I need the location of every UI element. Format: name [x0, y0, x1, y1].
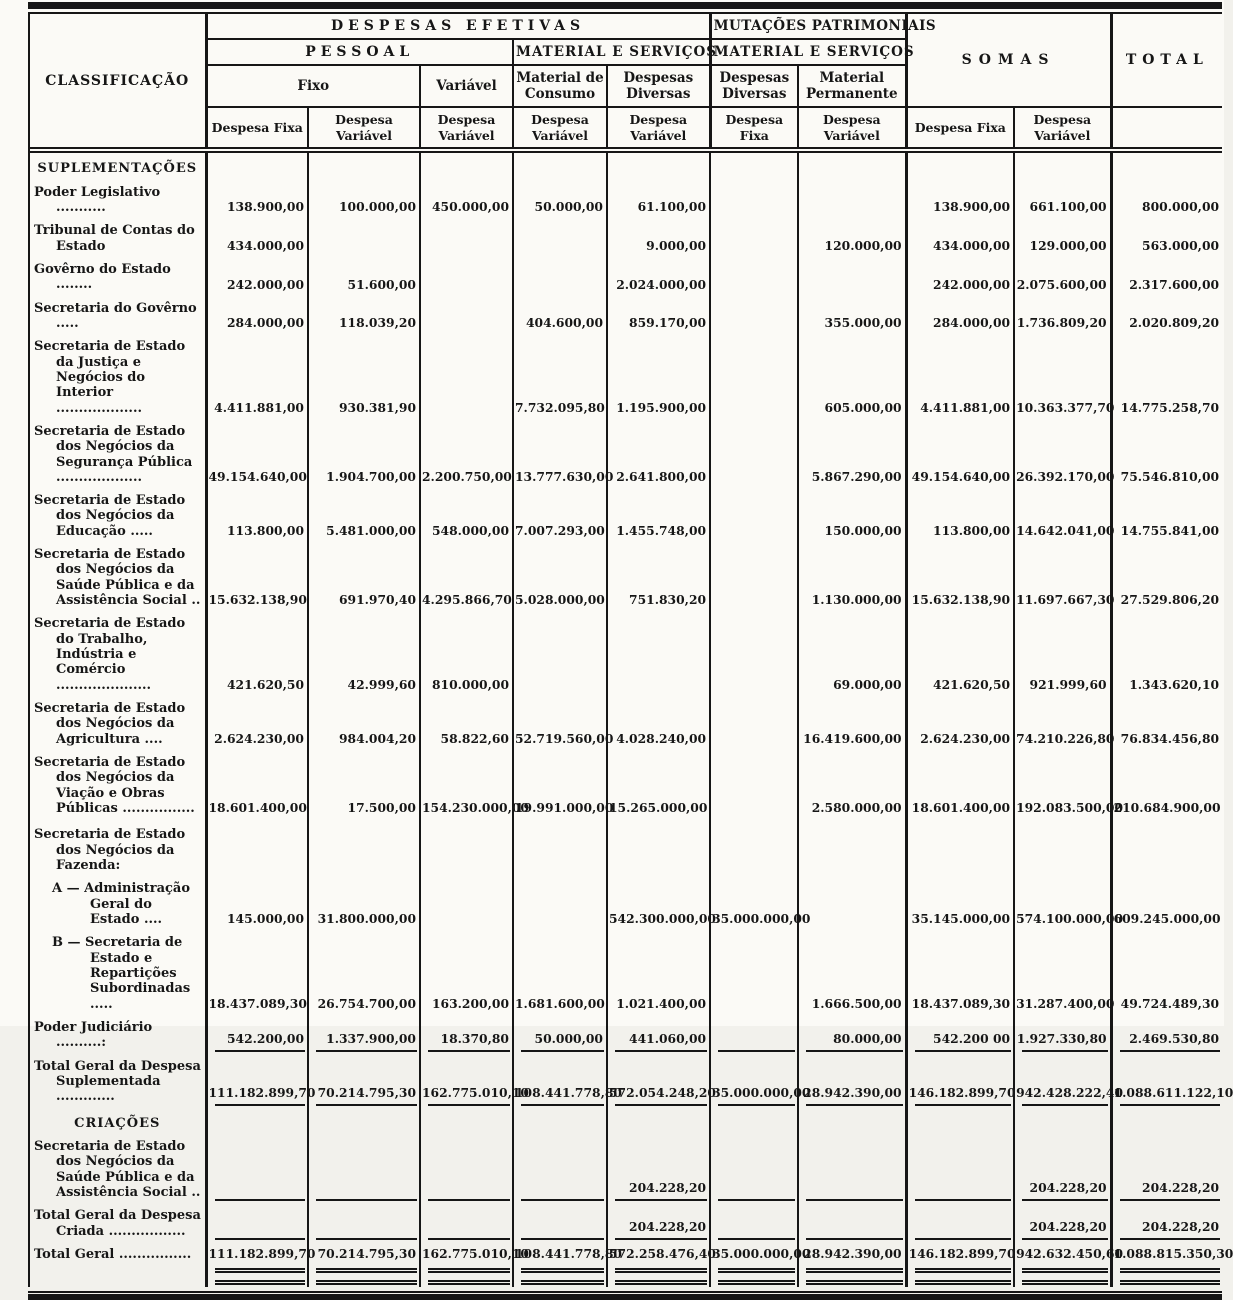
value-cell: 242.000,00 — [206, 257, 308, 296]
table-row — [30, 1108, 1222, 1134]
value-cell — [798, 180, 906, 219]
value-cell: 1.021.400,00 — [607, 930, 710, 1015]
value-cell — [798, 150, 906, 179]
value-cell: 31.287.400,00 — [1014, 930, 1111, 1015]
value-cell — [420, 876, 513, 930]
subheader-somas-despesa-fixa: Despesa Fixa — [906, 107, 1014, 150]
value-cell: 1.130.000,00 — [798, 542, 906, 611]
row-label: SUPLEMENTAÇÕES — [30, 150, 206, 179]
value-cell: 542.300.000,00 — [607, 876, 710, 930]
value-cell — [798, 876, 906, 930]
value-cell: 13.777.630,00 — [513, 419, 607, 488]
value-cell: 4.028.240,00 — [607, 696, 710, 750]
value-cell: 61.100,00 — [607, 180, 710, 219]
value-cell: 51.600,00 — [308, 257, 420, 296]
value-cell: 210.684.900,00 — [1111, 750, 1222, 819]
fixo-header: Fixo — [206, 65, 420, 107]
value-cell: 49.154.640,00 — [206, 419, 308, 488]
value-cell: 661.100,00 — [1014, 180, 1111, 219]
row-label: Poder Judiciário ..........: — [30, 1015, 206, 1054]
value-cell — [710, 1203, 798, 1242]
value-cell — [798, 257, 906, 296]
value-cell: 2.317.600,00 — [1111, 257, 1222, 296]
value-cell — [308, 218, 420, 257]
value-cell: 930.381,90 — [308, 334, 420, 419]
value-cell: 284.000,00 — [906, 296, 1014, 335]
value-cell: 18.437.089,30 — [906, 930, 1014, 1015]
value-cell: 76.834.456,80 — [1111, 696, 1222, 750]
value-cell: 5.867.290,00 — [798, 419, 906, 488]
subheader-despesa-variavel: Despesa Variável — [607, 107, 710, 150]
value-cell: 7.732.095,80 — [513, 334, 607, 419]
value-cell — [1111, 819, 1222, 876]
value-cell: 942.632.450,60 — [1014, 1242, 1111, 1287]
value-cell: 1.904.700,00 — [308, 419, 420, 488]
value-cell: 404.600,00 — [513, 296, 607, 335]
value-cell — [513, 611, 607, 696]
value-cell: 355.000,00 — [798, 296, 906, 335]
value-cell: 100.000,00 — [308, 180, 420, 219]
value-cell: 605.000,00 — [798, 334, 906, 419]
table-row — [30, 1015, 1222, 1054]
value-cell — [420, 1134, 513, 1203]
value-cell — [1111, 1108, 1222, 1134]
value-cell — [710, 180, 798, 219]
value-cell: 810.000,00 — [420, 611, 513, 696]
value-cell: 204.228,20 — [607, 1203, 710, 1242]
value-cell — [513, 876, 607, 930]
value-cell: 574.100.000,00 — [1014, 876, 1111, 930]
value-cell: 163.200,00 — [420, 930, 513, 1015]
subheader-despesa-variavel: Despesa Variável — [308, 107, 420, 150]
table-row — [30, 488, 1222, 542]
value-cell: 113.800,00 — [206, 488, 308, 542]
value-cell — [710, 930, 798, 1015]
value-cell: 154.230.000,00 — [420, 750, 513, 819]
value-cell: 27.529.806,20 — [1111, 542, 1222, 611]
table-row — [30, 419, 1222, 488]
value-cell — [308, 1134, 420, 1203]
value-cell — [710, 334, 798, 419]
value-cell: 2.020.809,20 — [1111, 296, 1222, 335]
value-cell: 18.601.400,00 — [206, 750, 308, 819]
value-cell: 204.228,20 — [1014, 1203, 1111, 1242]
value-cell: 691.970,40 — [308, 542, 420, 611]
row-label: Secretaria de Estado dos Negócios da Educação ..... — [30, 488, 206, 542]
table-header — [30, 14, 1222, 150]
value-cell — [710, 257, 798, 296]
value-cell: 7.007.293,00 — [513, 488, 607, 542]
row-label: Secretaria de Estado dos Negócios da Viação e Obras Públicas ................ — [30, 750, 206, 819]
value-cell: 284.000,00 — [206, 296, 308, 335]
value-cell: 17.500,00 — [308, 750, 420, 819]
value-cell: 800.000,00 — [1111, 180, 1222, 219]
value-cell: 5.481.000,00 — [308, 488, 420, 542]
value-cell: 120.000,00 — [798, 218, 906, 257]
value-cell: 1.088.611.122,10 — [1111, 1054, 1222, 1108]
value-cell: 15.632.138,90 — [206, 542, 308, 611]
value-cell: 434.000,00 — [906, 218, 1014, 257]
value-cell: 74.210.226,80 — [1014, 696, 1111, 750]
value-cell: 2.024.000,00 — [607, 257, 710, 296]
material-servicos-header: MATERIAL E SERVIÇOS — [513, 39, 710, 65]
value-cell — [798, 819, 906, 876]
value-cell — [710, 542, 798, 611]
value-cell: 1.195.900,00 — [607, 334, 710, 419]
value-cell — [710, 150, 798, 179]
value-cell — [906, 1134, 1014, 1203]
value-cell: 859.170,00 — [607, 296, 710, 335]
value-cell: 4.411.881,00 — [906, 334, 1014, 419]
value-cell: 542.200 00 — [906, 1015, 1014, 1054]
value-cell — [710, 488, 798, 542]
somas-header: SOMAS — [906, 14, 1111, 107]
value-cell — [513, 257, 607, 296]
value-cell — [710, 750, 798, 819]
value-cell: 2.641.800,00 — [607, 419, 710, 488]
value-cell — [1014, 819, 1111, 876]
value-cell — [906, 1108, 1014, 1134]
row-label: Tribunal de Contas do Estado — [30, 218, 206, 257]
value-cell: 1.681.600,00 — [513, 930, 607, 1015]
value-cell: 35.000.000,00 — [710, 876, 798, 930]
value-cell — [710, 819, 798, 876]
row-label: CRIAÇÕES — [30, 1108, 206, 1134]
value-cell — [798, 1203, 906, 1242]
row-label: Secretaria de Estado dos Negócios da Saúde Pública e da Assistência Social .. — [30, 1134, 206, 1203]
value-cell — [513, 218, 607, 257]
row-label: Total Geral da Despesa Criada ................. — [30, 1203, 206, 1242]
value-cell: 16.419.600,00 — [798, 696, 906, 750]
value-cell — [710, 218, 798, 257]
value-cell: 2.469.530,80 — [1111, 1015, 1222, 1054]
value-cell — [607, 150, 710, 179]
value-cell — [607, 1108, 710, 1134]
value-cell: 14.755.841,00 — [1111, 488, 1222, 542]
value-cell: 1.337.900,00 — [308, 1015, 420, 1054]
value-cell — [420, 334, 513, 419]
subheader-somas-despesa-variavel: Despesa Variável — [1014, 107, 1111, 150]
value-cell: 162.775.010,10 — [420, 1054, 513, 1108]
table-row — [30, 1134, 1222, 1203]
value-cell: 609.245.000,00 — [1111, 876, 1222, 930]
value-cell: 542.200,00 — [206, 1015, 308, 1054]
value-cell: 5.028.000,00 — [513, 542, 607, 611]
value-cell: 35.000.000,00 — [710, 1242, 798, 1287]
value-cell — [206, 150, 308, 179]
value-cell: 2.200.750,00 — [420, 419, 513, 488]
value-cell — [420, 1203, 513, 1242]
value-cell: 548.000,00 — [420, 488, 513, 542]
value-cell: 42.999,60 — [308, 611, 420, 696]
value-cell — [420, 819, 513, 876]
pessoal-header: PESSOAL — [206, 39, 513, 65]
table-row — [30, 696, 1222, 750]
value-cell: 108.441.778,80 — [513, 1242, 607, 1287]
value-cell — [206, 1108, 308, 1134]
value-cell: 75.546.810,00 — [1111, 419, 1222, 488]
value-cell: 1.736.809,20 — [1014, 296, 1111, 335]
subheader-total-blank — [1111, 107, 1222, 150]
value-cell — [607, 611, 710, 696]
value-cell — [420, 296, 513, 335]
table-row — [30, 930, 1222, 1015]
value-cell: 35.000.000,00 — [710, 1054, 798, 1108]
value-cell — [1014, 150, 1111, 179]
value-cell: 4.295.866,70 — [420, 542, 513, 611]
value-cell — [607, 819, 710, 876]
value-cell: 1.088.815.350,30 — [1111, 1242, 1222, 1287]
value-cell: 984.004,20 — [308, 696, 420, 750]
value-cell — [513, 1108, 607, 1134]
value-cell: 146.182.899,70 — [906, 1054, 1014, 1108]
row-label: Secretaria de Estado dos Negócios da Segurança Pública ................... — [30, 419, 206, 488]
value-cell: 138.900,00 — [906, 180, 1014, 219]
value-cell: 80.000,00 — [798, 1015, 906, 1054]
value-cell — [1014, 1108, 1111, 1134]
value-cell: 19.991.000,00 — [513, 750, 607, 819]
table-row — [30, 296, 1222, 335]
row-label: Secretaria de Estado do Trabalho, Indústria e Comércio ..................... — [30, 611, 206, 696]
value-cell: 70.214.795,30 — [308, 1242, 420, 1287]
value-cell: 162.775.010,10 — [420, 1242, 513, 1287]
value-cell — [710, 611, 798, 696]
value-cell: 204.228,20 — [607, 1134, 710, 1203]
value-cell — [710, 1015, 798, 1054]
material-servicos-mutacoes-header: MATERIAL E SERVIÇOS — [710, 39, 906, 65]
value-cell: 18.601.400,00 — [906, 750, 1014, 819]
row-label: Secretaria de Estado da Justiça e Negócios do Interior ................... — [30, 334, 206, 419]
value-cell — [710, 1108, 798, 1134]
value-cell: 50.000,00 — [513, 1015, 607, 1054]
value-cell: 146.182.899,70 — [906, 1242, 1014, 1287]
value-cell: 2.580.000,00 — [798, 750, 906, 819]
value-cell — [710, 696, 798, 750]
value-cell: 31.800.000,00 — [308, 876, 420, 930]
value-cell: 942.428.222,40 — [1014, 1054, 1111, 1108]
subheader-despesa-variavel: Despesa Variável — [513, 107, 607, 150]
despesas-diversas-mutacoes-header: Despesas Diversas — [710, 65, 798, 107]
value-cell: 921.999,60 — [1014, 611, 1111, 696]
value-cell — [308, 1203, 420, 1242]
value-cell — [206, 1203, 308, 1242]
value-cell — [906, 819, 1014, 876]
row-label: Govêrno do Estado ........ — [30, 257, 206, 296]
row-label: Secretaria de Estado dos Negócios da Agricultura .... — [30, 696, 206, 750]
value-cell: 421.620,50 — [906, 611, 1014, 696]
row-label: Secretaria do Govêrno ..... — [30, 296, 206, 335]
row-label: Secretaria de Estado dos Negócios da Fazenda: — [30, 819, 206, 876]
despesas-diversas-header: Despesas Diversas — [607, 65, 710, 107]
table-row — [30, 218, 1222, 257]
subheader-despesa-variavel: Despesa Variável — [420, 107, 513, 150]
value-cell — [513, 150, 607, 179]
table-row — [30, 542, 1222, 611]
value-cell: 111.182.899,70 — [206, 1242, 308, 1287]
value-cell: 138.900,00 — [206, 180, 308, 219]
value-cell: 108.441.778,80 — [513, 1054, 607, 1108]
material-consumo-header: Material de Consumo — [513, 65, 607, 107]
table-frame — [28, 14, 1233, 1287]
value-cell: 1.666.500,00 — [798, 930, 906, 1015]
table-body — [30, 150, 1233, 1287]
value-cell: 129.000,00 — [1014, 218, 1111, 257]
table-row — [30, 257, 1222, 296]
value-cell: 192.083.500,00 — [1014, 750, 1111, 819]
value-cell: 242.000,00 — [906, 257, 1014, 296]
value-cell — [906, 1203, 1014, 1242]
value-cell — [710, 296, 798, 335]
material-permanente-header: Material Permanente — [798, 65, 906, 107]
value-cell — [798, 1108, 906, 1134]
value-cell: 572.054.248,20 — [607, 1054, 710, 1108]
value-cell: 450.000,00 — [420, 180, 513, 219]
value-cell: 113.800,00 — [906, 488, 1014, 542]
value-cell: 70.214.795,30 — [308, 1054, 420, 1108]
total-header: TOTAL — [1111, 14, 1222, 107]
row-label: B — Secretaria de Estado e Repartições Subordinadas ..... — [30, 930, 206, 1015]
value-cell: 204.228,20 — [1111, 1134, 1222, 1203]
table-row — [30, 1054, 1222, 1108]
value-cell — [906, 150, 1014, 179]
top-frame-rule — [28, 2, 1222, 14]
value-cell — [513, 1134, 607, 1203]
value-cell: 28.942.390,00 — [798, 1054, 906, 1108]
value-cell: 572.258.476,40 — [607, 1242, 710, 1287]
value-cell: 204.228,20 — [1111, 1203, 1222, 1242]
value-cell — [1111, 150, 1222, 179]
subheader-despesa-fixa: Despesa Fixa — [710, 107, 798, 150]
value-cell: 49.724.489,30 — [1111, 930, 1222, 1015]
value-cell — [798, 1134, 906, 1203]
value-cell: 35.145.000,00 — [906, 876, 1014, 930]
value-cell: 15.265.000,00 — [607, 750, 710, 819]
value-cell: 58.822,60 — [420, 696, 513, 750]
value-cell: 10.363.377,70 — [1014, 334, 1111, 419]
row-label: A — Administração Geral do Estado .... — [30, 876, 206, 930]
value-cell — [420, 218, 513, 257]
value-cell: 1.343.620,10 — [1111, 611, 1222, 696]
value-cell — [308, 150, 420, 179]
value-cell: 50.000,00 — [513, 180, 607, 219]
value-cell — [420, 1108, 513, 1134]
value-cell: 434.000,00 — [206, 218, 308, 257]
value-cell: 14.642.041,00 — [1014, 488, 1111, 542]
table-row — [30, 1203, 1222, 1242]
variavel-header: Variável — [420, 65, 513, 107]
value-cell — [710, 419, 798, 488]
value-cell: 14.775.258,70 — [1111, 334, 1222, 419]
value-cell: 9.000,00 — [607, 218, 710, 257]
value-cell: 69.000,00 — [798, 611, 906, 696]
value-cell: 1.455.748,00 — [607, 488, 710, 542]
mutacoes-patrimoniais-header: MUTAÇÕES PATRIMONIAIS — [710, 14, 906, 39]
value-cell: 26.754.700,00 — [308, 930, 420, 1015]
classification-header: CLASSIFICAÇÃO — [30, 14, 206, 150]
value-cell: 52.719.560,00 — [513, 696, 607, 750]
value-cell: 145.000,00 — [206, 876, 308, 930]
table-row — [30, 819, 1222, 876]
subheader-despesa-fixa: Despesa Fixa — [206, 107, 308, 150]
value-cell — [420, 150, 513, 179]
table-row — [30, 611, 1222, 696]
value-cell: 15.632.138,90 — [906, 542, 1014, 611]
table-row — [30, 180, 1222, 219]
value-cell: 2.624.230,00 — [206, 696, 308, 750]
budget-table — [30, 14, 1233, 1287]
value-cell: 11.697.667,30 — [1014, 542, 1111, 611]
row-label: Total Geral ................ — [30, 1242, 206, 1287]
value-cell — [206, 1134, 308, 1203]
value-cell: 49.154.640,00 — [906, 419, 1014, 488]
value-cell: 441.060,00 — [607, 1015, 710, 1054]
value-cell: 1.927.330,80 — [1014, 1015, 1111, 1054]
value-cell: 118.039,20 — [308, 296, 420, 335]
value-cell: 421.620,50 — [206, 611, 308, 696]
value-cell: 563.000,00 — [1111, 218, 1222, 257]
value-cell: 26.392.170,00 — [1014, 419, 1111, 488]
value-cell — [513, 819, 607, 876]
subheader-despesa-variavel: Despesa Variável — [798, 107, 906, 150]
value-cell — [206, 819, 308, 876]
table-row — [30, 150, 1222, 179]
row-label: Poder Legislativo ........... — [30, 180, 206, 219]
value-cell — [308, 819, 420, 876]
value-cell — [513, 1203, 607, 1242]
value-cell: 18.370,80 — [420, 1015, 513, 1054]
value-cell — [710, 1134, 798, 1203]
value-cell: 204.228,20 — [1014, 1134, 1111, 1203]
value-cell: 4.411.881,00 — [206, 334, 308, 419]
table-row — [30, 334, 1222, 419]
table-row — [30, 750, 1222, 819]
value-cell — [308, 1108, 420, 1134]
value-cell: 111.182.899,70 — [206, 1054, 308, 1108]
bottom-frame-rule — [28, 1291, 1222, 1300]
despesas-efetivas-header: DESPESAS EFETIVAS — [206, 14, 710, 39]
value-cell: 2.624.230,00 — [906, 696, 1014, 750]
row-label: Secretaria de Estado dos Negócios da Saúde Pública e da Assistência Social .. — [30, 542, 206, 611]
value-cell: 2.075.600,00 — [1014, 257, 1111, 296]
value-cell — [420, 257, 513, 296]
value-cell: 28.942.390,00 — [798, 1242, 906, 1287]
row-label: Total Geral da Despesa Suplementada ............. — [30, 1054, 206, 1108]
value-cell: 150.000,00 — [798, 488, 906, 542]
value-cell: 751.830,20 — [607, 542, 710, 611]
table-row — [30, 876, 1222, 930]
table-row — [30, 1242, 1222, 1287]
value-cell: 18.437.089,30 — [206, 930, 308, 1015]
